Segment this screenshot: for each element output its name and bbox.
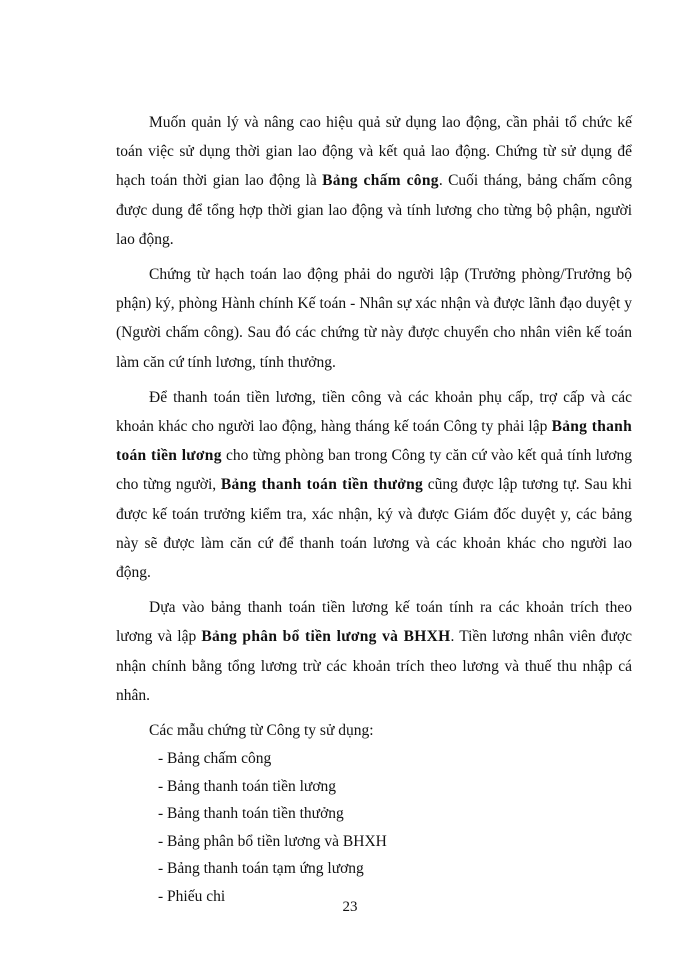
list-item: - Bảng chấm công [158, 750, 272, 768]
page-number: 23 [342, 899, 358, 915]
bold-term: Bảng thanh toán tiền thưởng [220, 476, 424, 494]
paragraph-4 [116, 593, 632, 710]
paragraph-2 [116, 260, 632, 377]
paragraph-3 [116, 383, 632, 587]
text-run: cũng được lập tương tự. Sau khi được kế toán trưởng kiểm tra, xác nhận, ký và được Giám đốc duyệt y, các bảng này sẽ được làm căn cứ để thanh toán lương và các khoản khác cho người lao động. [116, 476, 632, 582]
list-item: - Bảng thanh toán tạm ứng lương [158, 860, 364, 878]
body-text [116, 108, 632, 910]
text-run: . Cuối tháng, bảng chấm công được dung để tổng hợp thời gian lao động và tính lương cho từng bộ phận, người lao động. [116, 172, 632, 248]
document-list [116, 745, 632, 910]
text-run: . Tiền lương nhân viên được nhận chính bằng tổng lương trừ các khoản trích theo lương và thuế thu nhập cá nhân. [116, 628, 632, 704]
text-run: cho từng phòng ban trong Công ty căn cứ vào kết quả tính lương cho từng người, [116, 447, 632, 494]
list-item: - Bảng thanh toán tiền lương [158, 777, 337, 795]
bold-term: Bảng phân bổ tiền lương và BHXH [201, 628, 451, 646]
text-run: Để thanh toán tiền lương, tiền công và các khoản phụ cấp, trợ cấp và các khoản khác cho người lao động, hàng tháng kế toán Công ty phải lập [116, 388, 632, 436]
bold-term: Bảng chấm công [322, 172, 439, 190]
bold-term: Bảng thanh toán tiền lương [116, 418, 633, 465]
list-item: - Phiếu chi [158, 887, 226, 905]
paragraph-1 [116, 108, 632, 254]
text-run: Dựa vào bảng thanh toán tiền lương kế toán tính ra các khoản trích theo lương và lập [116, 599, 632, 646]
list-item: - Bảng thanh toán tiền thưởng [158, 805, 344, 823]
list-item: - Bảng phân bổ tiền lương và BHXH [158, 832, 387, 850]
text-run: Chứng từ hạch toán lao động phải do người lập (Trưởng phòng/Trưởng bộ phận) ký, phòng Hành chính Kế toán - Nhân sự xác nhận và được lãnh đạo duyệt y (Người chấm công). Sau đó các chứng từ này được chuyển cho nhân viên kế toán làm căn cứ tính lương, tính thưởng. [116, 266, 632, 371]
list-intro: Các mẫu chứng từ Công ty sử dụng: [149, 722, 374, 740]
text-run: Muốn quản lý và nâng cao hiệu quả sử dụng lao động, cần phải tổ chức kế toán việc sử dụng thời gian lao động và kết quả lao động. Chứng từ sử dụng để hạch toán thời gian lao động là [116, 114, 632, 190]
